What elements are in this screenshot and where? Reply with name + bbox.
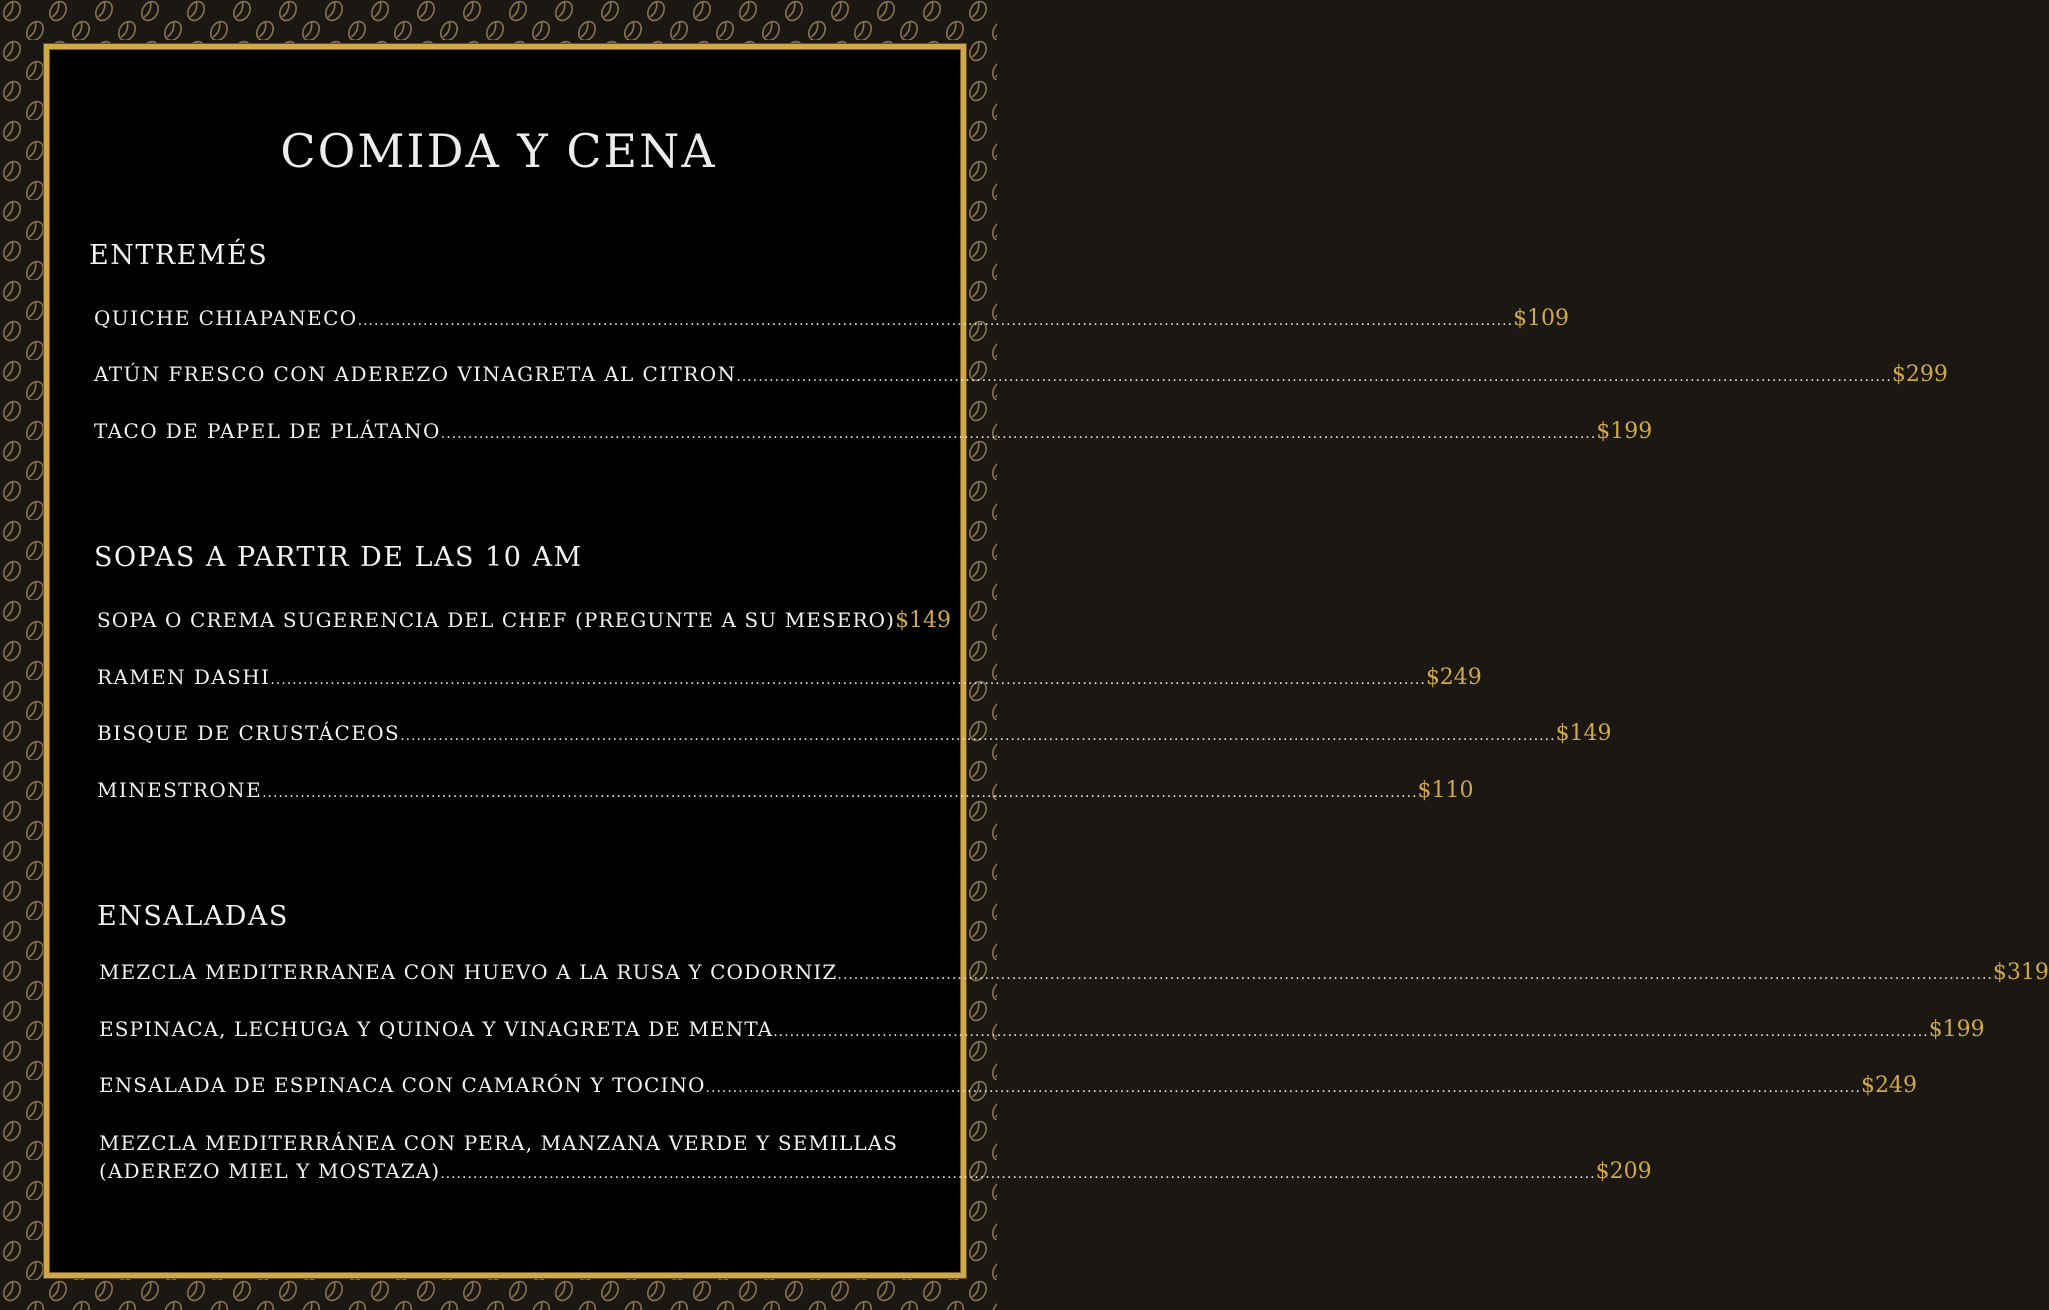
dot-leader: .................................................................................................................................................................................................................... bbox=[262, 785, 1418, 801]
menu-item-name-line1: MEZCLA MEDITERRÁNEA CON PERA, MANZANA VERDE Y SEMILLAS bbox=[99, 1131, 899, 1155]
menu-item-price: $149 bbox=[1555, 721, 1612, 746]
menu-item-price: $110 bbox=[1417, 778, 1474, 803]
menu-item-name-line2: (ADEREZO MIEL Y MOSTAZA) bbox=[99, 1159, 441, 1183]
menu-item bbox=[97, 778, 1474, 803]
menu-item bbox=[99, 1159, 1652, 1184]
menu-item-name: ENSALADA DE ESPINACA CON CAMARÓN Y TOCINO bbox=[99, 1073, 706, 1097]
dot-leader: .................................................................................................................................................................................................................... bbox=[357, 313, 1514, 329]
menu-item-price: $199 bbox=[1596, 419, 1653, 444]
dot-leader: .................................................................................................................................................................................................................... bbox=[400, 728, 1556, 744]
menu-item-name: ESPINACA, LECHUGA Y QUINOA Y VINAGRETA DE MENTA bbox=[99, 1017, 774, 1041]
menu-item-name: BISQUE DE CRUSTÁCEOS bbox=[97, 721, 401, 745]
menu-item bbox=[94, 306, 1570, 331]
dot-leader: .................................................................................................................................................................................................................... bbox=[270, 672, 1426, 688]
menu-item-price: $109 bbox=[1513, 306, 1570, 331]
section-title-ensaladas: ENSALADAS bbox=[97, 901, 289, 932]
menu-item-name: QUICHE CHIAPANECO bbox=[94, 306, 358, 330]
menu-item-price: $299 bbox=[1891, 362, 1948, 387]
menu-item bbox=[97, 721, 1612, 746]
menu-item bbox=[97, 665, 1482, 690]
menu-item-price: $149 bbox=[895, 608, 952, 633]
menu-item bbox=[97, 608, 952, 633]
menu-item-price: $199 bbox=[1928, 1017, 1985, 1042]
dot-leader: .................................................................................................................................................................................................................... bbox=[837, 967, 1993, 983]
dot-leader: .................................................................................................................................................................................................................... bbox=[773, 1024, 1929, 1040]
dot-leader: .................................................................................................................................................................................................................... bbox=[440, 1166, 1596, 1182]
menu-item-name: SOPA O CREMA SUGERENCIA DEL CHEF (PREGUNTE A SU MESERO) bbox=[97, 608, 896, 632]
menu-item bbox=[99, 1017, 1985, 1042]
menu-item-price: $249 bbox=[1425, 665, 1482, 690]
dot-leader: .................................................................................................................................................................................................................... bbox=[705, 1080, 1861, 1096]
section-title-entremes: ENTREMÉS bbox=[89, 240, 269, 271]
menu-item bbox=[94, 419, 1653, 444]
menu-item-name: ATÚN FRESCO CON ADEREZO VINAGRETA AL CITRON bbox=[94, 362, 737, 386]
dot-leader: .................................................................................................................................................................................................................... bbox=[736, 369, 1892, 385]
menu-item-price: $249 bbox=[1861, 1073, 1917, 1098]
menu-item bbox=[94, 362, 1948, 387]
menu-item-name: MINESTRONE bbox=[97, 778, 263, 802]
menu-item-name: RAMEN DASHI bbox=[97, 665, 271, 689]
menu-item-price: $209 bbox=[1595, 1159, 1652, 1184]
dot-leader: .................................................................................................................................................................................................................... bbox=[440, 426, 1597, 442]
menu-item-price: $319 bbox=[1992, 960, 2049, 985]
menu-item-name: MEZCLA MEDITERRANEA CON HUEVO A LA RUSA Y CODORNIZ bbox=[99, 960, 838, 984]
menu-item-name: TACO DE PAPEL DE PLÁTANO bbox=[94, 419, 441, 443]
menu-title: COMIDA Y CENA bbox=[280, 124, 717, 178]
section-title-sopas: SOPAS A PARTIR DE LAS 10 AM bbox=[94, 542, 583, 573]
menu-item bbox=[99, 960, 2049, 985]
menu-item bbox=[99, 1073, 1917, 1098]
